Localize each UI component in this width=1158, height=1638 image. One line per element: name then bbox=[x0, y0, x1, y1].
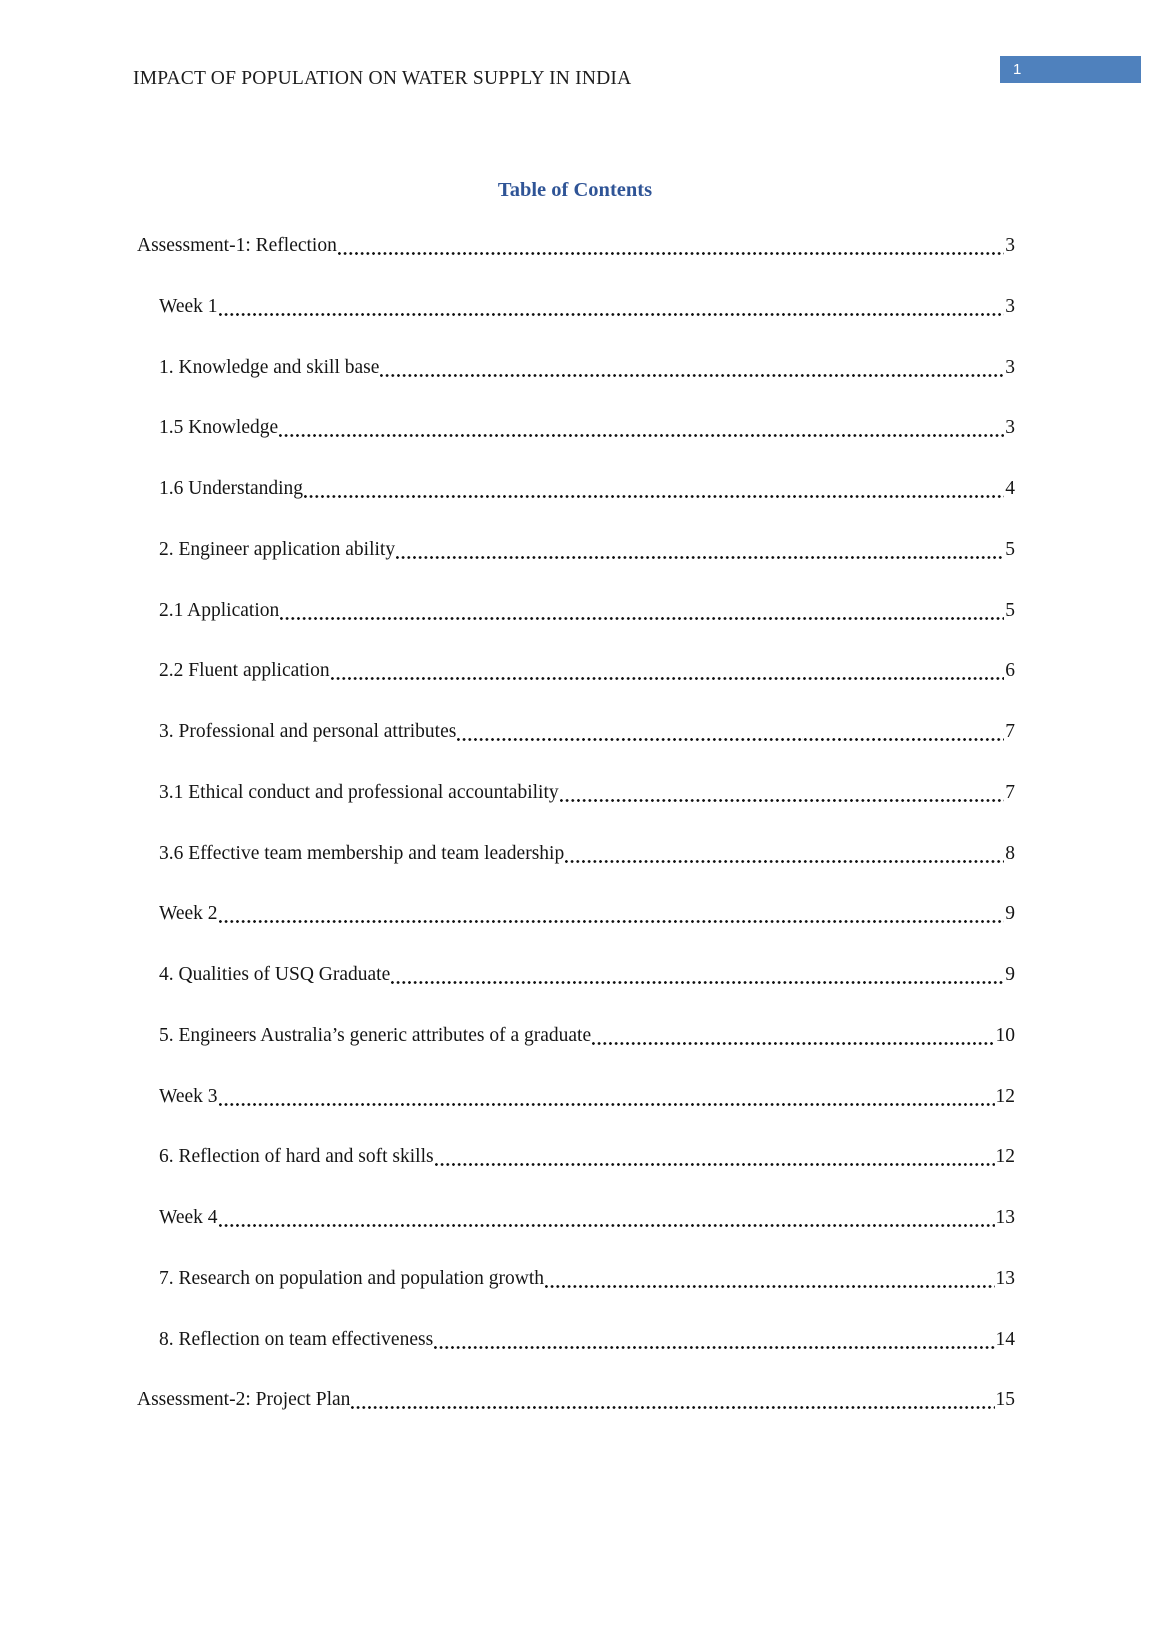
toc-entry bbox=[135, 415, 1015, 476]
toc-entry bbox=[135, 1387, 1015, 1448]
toc-entry-label: 3.6 Effective team membership and team leadership bbox=[159, 842, 565, 864]
dot-leader bbox=[395, 537, 1005, 563]
toc-entry-page: 8 bbox=[1005, 842, 1015, 864]
toc-entry-label: Assessment-1: Reflection bbox=[137, 235, 337, 256]
toc-entry-label: Week 2 bbox=[159, 903, 218, 925]
toc-entry-page: 10 bbox=[995, 1024, 1015, 1046]
dot-leader bbox=[379, 355, 1005, 381]
table-of-contents bbox=[135, 233, 1015, 1448]
toc-heading: Table of Contents bbox=[497, 179, 653, 201]
toc-entry-label: 8. Reflection on team effectiveness bbox=[159, 1328, 434, 1350]
toc-entry bbox=[135, 233, 1015, 294]
toc-entry bbox=[135, 1327, 1015, 1388]
toc-entry-page: 3 bbox=[1005, 235, 1015, 256]
dot-leader bbox=[564, 841, 1005, 867]
toc-entry bbox=[135, 1266, 1015, 1327]
toc-entry bbox=[135, 1023, 1015, 1084]
toc-entry-label: 2.1 Application bbox=[159, 599, 280, 621]
toc-entry bbox=[135, 658, 1015, 719]
toc-entry-page: 3 bbox=[1005, 417, 1015, 439]
toc-entry-label: 4. Qualities of USQ Graduate bbox=[159, 964, 391, 985]
toc-entry bbox=[135, 476, 1015, 537]
dot-leader bbox=[218, 1084, 996, 1110]
toc-entry-label: 2. Engineer application ability bbox=[159, 538, 396, 560]
toc-entry-page: 9 bbox=[1005, 964, 1015, 985]
toc-entry bbox=[135, 780, 1015, 841]
toc-entry bbox=[135, 719, 1015, 780]
dot-leader bbox=[218, 1205, 996, 1231]
toc-entry-page: 6 bbox=[1005, 660, 1015, 682]
toc-entry bbox=[135, 294, 1015, 355]
dot-leader bbox=[330, 658, 1006, 684]
running-header-title: IMPACT OF POPULATION ON WATER SUPPLY IN INDIA bbox=[133, 68, 632, 89]
dot-leader bbox=[390, 962, 1005, 988]
dot-leader bbox=[278, 415, 1005, 441]
toc-entry-page: 5 bbox=[1005, 538, 1015, 560]
toc-entry-label: 6. Reflection of hard and soft skills bbox=[159, 1146, 434, 1168]
toc-entry-label: Week 4 bbox=[159, 1207, 218, 1228]
page-number-badge bbox=[1000, 56, 1141, 83]
toc-entry-page: 5 bbox=[1005, 599, 1015, 621]
dot-leader bbox=[303, 476, 1005, 502]
toc-entry-label: Week 1 bbox=[159, 295, 218, 317]
toc-entry bbox=[135, 1144, 1015, 1205]
dot-leader bbox=[350, 1387, 995, 1413]
toc-entry-label: 7. Research on population and population growth bbox=[159, 1267, 545, 1289]
dot-leader bbox=[559, 780, 1006, 806]
dot-leader bbox=[218, 294, 1006, 320]
toc-entry-page: 13 bbox=[995, 1207, 1015, 1228]
toc-entry-page: 9 bbox=[1005, 903, 1015, 925]
dot-leader bbox=[218, 901, 1006, 927]
toc-entry bbox=[135, 962, 1015, 1023]
dot-leader bbox=[544, 1266, 995, 1292]
dot-leader bbox=[337, 233, 1005, 259]
toc-entry bbox=[135, 841, 1015, 902]
toc-entry-label: 1.5 Knowledge bbox=[159, 417, 279, 439]
toc-entry bbox=[135, 1205, 1015, 1266]
toc-entry bbox=[135, 1084, 1015, 1145]
toc-entry-page: 12 bbox=[995, 1085, 1015, 1107]
toc-entry-label: Week 3 bbox=[159, 1085, 218, 1107]
toc-entry-page: 4 bbox=[1005, 478, 1015, 499]
toc-entry-label: 1.6 Understanding bbox=[159, 478, 304, 499]
toc-entry-page: 7 bbox=[1005, 721, 1015, 742]
toc-entry-label: 1. Knowledge and skill base bbox=[159, 356, 380, 378]
toc-entry-page: 3 bbox=[1005, 295, 1015, 317]
toc-entry-label: 3.1 Ethical conduct and professional accountability bbox=[159, 781, 559, 803]
toc-entry bbox=[135, 537, 1015, 598]
toc-entry-page: 7 bbox=[1005, 781, 1015, 803]
toc-entry-label: 5. Engineers Australia’s generic attributes of a graduate bbox=[159, 1024, 592, 1046]
toc-entry-page: 13 bbox=[995, 1267, 1015, 1289]
dot-leader bbox=[456, 719, 1005, 745]
page-number: 1 bbox=[1013, 61, 1022, 78]
toc-entry bbox=[135, 355, 1015, 416]
dot-leader bbox=[591, 1023, 995, 1049]
dot-leader bbox=[434, 1144, 996, 1170]
toc-entry-page: 15 bbox=[995, 1389, 1015, 1411]
toc-entry-label: 2.2 Fluent application bbox=[159, 660, 330, 682]
toc-entry-page: 12 bbox=[995, 1146, 1015, 1168]
toc-entry bbox=[135, 598, 1015, 659]
toc-entry-page: 3 bbox=[1005, 356, 1015, 378]
toc-entry-label: 3. Professional and personal attributes bbox=[159, 721, 457, 742]
dot-leader bbox=[433, 1327, 995, 1353]
toc-entry-page: 14 bbox=[995, 1328, 1015, 1350]
toc-entry bbox=[135, 901, 1015, 962]
dot-leader bbox=[279, 598, 1005, 624]
toc-entry-label: Assessment-2: Project Plan bbox=[137, 1389, 351, 1411]
